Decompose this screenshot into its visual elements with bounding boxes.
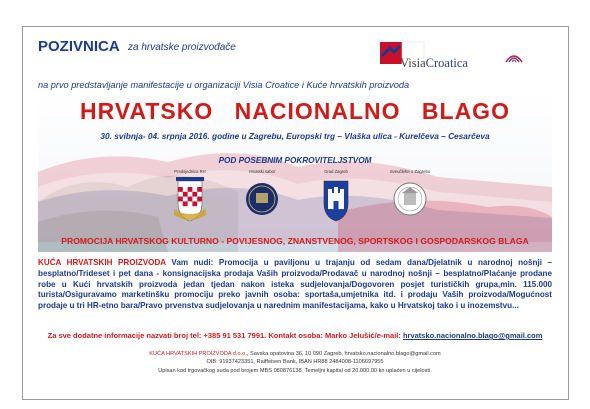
patron-grad-zagreb <box>306 168 366 230</box>
offer-description <box>38 258 552 312</box>
promotion-heading: PROMOCIJA HRVATSKOG KULTURNO - POVIJESNOG, ZNANSTVENOG, SPORTSKOG I GOSPODARSKOG BLAGA <box>61 236 529 246</box>
patronage-label: POD POSEBNIM POKROVITELJSTVOM <box>218 156 372 165</box>
patron-name: Predsjednica RH <box>174 169 206 174</box>
offer-text: Vam nudi: Promocija u paviljonu u trajanju od sedam dana/Djelatnik u narodnoj nošnji – besplatno/Trideset i pet dana - konsignacijska prodaja Vaših proizvoda/Prodavač u narodnoj nošnji – besplatno/Plaćanje prodane robe u Kući hrvatskih proizvoda jedan tjedan nakon isteka sudjelovanja/Dogovoren posjet turističkih grupa,min. 115.000 turista/Osiguravamo marketinšku promociju preko javnih osoba: sportaša,umjetnika itd. i prodaju Vaših proizvoda/Mogućnost prodaje u tri HR-etno bara/Pravo prvenstva sudjelovanja u narednim manifestacijama, kako u Hrvatskoj tako i u inozemstvu... <box>38 258 552 311</box>
invitation-title: POZIVNICA <box>38 38 120 55</box>
offer-lead: KUĆA HRVATSKIH PROIZVODA <box>38 258 166 267</box>
footer-company-name: KUĆA HRVATSKIH PROIZVODA d.o.o. <box>149 351 247 357</box>
patrons-row <box>160 168 440 238</box>
patron-name: Grad Zagreb <box>324 169 348 174</box>
invitation-line: na prvo predstavljanje manifestacije u organizaciji Visia Croatice i Kuće hrvatskih proizvoda <box>38 80 410 90</box>
wordmark-croatica: Croatica <box>425 56 468 70</box>
patron-name: Hrvatski sabor <box>248 169 276 174</box>
university-of-zagreb-seal-icon <box>380 175 440 225</box>
event-title: HRVATSKO NACIONALNO BLAGO <box>80 98 510 124</box>
footer-address: , Savska opatovina 36, 10 090 Zagreb, hrvatsko.nacionalno.blago@gmail.com <box>246 351 441 357</box>
patron-predsjednica <box>160 168 220 230</box>
footer-line-3: Upisan kod trgovačkog suda pod brojem MBS 080876138. Temeljni kapital od 20.000,00 kn uplaćen u cijelosti. <box>158 367 432 374</box>
invitation-subtitle: za hrvatske proizvođače <box>128 42 236 53</box>
footer-line-1 <box>38 350 552 358</box>
company-footer <box>38 350 552 375</box>
contact-email-link[interactable]: hrvatsko.nacionalno.blago@gmail.com <box>402 331 543 340</box>
croatian-parliament-seal-icon <box>232 175 292 225</box>
footer-line-2: OIB: 91937423351, Raiffeisen Bank, IBAN HR88 2484008-1106697955 <box>206 359 384 366</box>
zagreb-city-coat-of-arms-icon <box>306 175 366 225</box>
wordmark-visia: Visia <box>400 56 426 70</box>
croatian-coat-of-arms-icon <box>160 175 220 225</box>
contact-line <box>38 331 552 340</box>
patron-sabor <box>232 168 292 230</box>
patron-sveuciliste <box>380 168 440 230</box>
patron-name: Sveučilište u Zagrebu <box>389 169 431 174</box>
visia-croatica-wordmark <box>400 56 468 71</box>
contact-text: Za sve dodatne informacije nazvati broj tel: +385 91 531 7991. Kontakt osoba: Marko Jelušić/e-mail: <box>47 331 403 340</box>
event-dateline: 30. svibnja- 04. srpnja 2016. godine u Zagrebu, Europski trg – Vlaška ulica - Kurelčeva – Cesarčeva <box>100 131 490 141</box>
